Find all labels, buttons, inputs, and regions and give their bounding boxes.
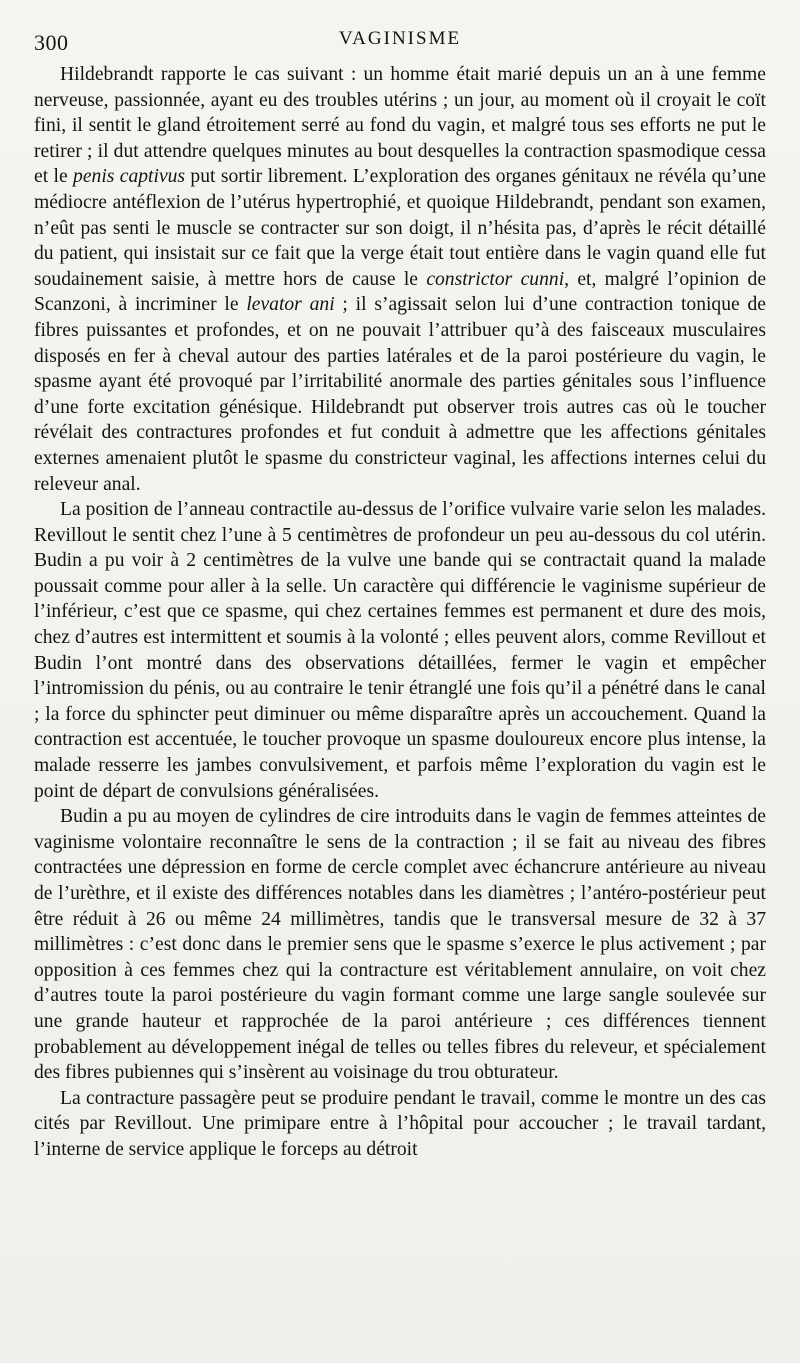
paragraph-4	[34, 1086, 766, 1163]
paragraph-2	[34, 497, 766, 804]
text-segment: ; il s’agissait selon lui d’une contraction tonique de fibres puissantes et profondes, et on ne pouvait l’attribuer qu’à des faisceaux musculaires disposés en fer à cheval autour des parties latérales et de la paroi postérieure du vagin, le spasme ayant été provoqué par l’irritabilité anormale des parties génitales sous l’influence d’une forte excitation génésique. Hildebrandt put observer trois autres cas où le toucher révélait des contractures profondes et fut conduit à admettre que les affections génitales externes amenaient plutôt le spasme du constricteur vaginal, les affections internes celui du releveur anal.	[34, 294, 766, 495]
text-segment: Budin a pu au moyen de cylindres de cire introduits dans le vagin de femmes atteintes de vaginisme volontaire reconnaître le sens de la contraction ; il se fait au niveau des fibres contractées une dépression en forme de cercle complet avec échancrure antérieure au niveau de l’urèthre, et il existe des différences notables dans les diamètres ; l’antéro-postérieur peut être réduit à 26 ou même 24 millimètres, tandis que le transversal mesure de 32 à 37 millimètres : c’est donc dans le premier sens que le spasme s’exerce le plus activement ; par opposition à ces femmes chez qui la contracture est véritablement annulaire, on voit chez d’autres toute la paroi postérieure du vagin formant comme une large sangle soulevée sur une grande hauteur et rapprochée de la paroi antérieure ; ces différences tiennent probablement au développement inégal de telles ou telles fibres du releveur, et spécialement des fibres pubiennes qui s’insèrent au voisinage du trou obturateur.	[34, 806, 766, 1084]
paragraph-3	[34, 804, 766, 1086]
body-text	[34, 62, 766, 1163]
paragraph-1	[34, 62, 766, 497]
text-segment: , et, malgré l’opinion de Scanzoni, à incriminer le	[34, 268, 767, 316]
italic-term-levator-ani: levator ani	[246, 294, 335, 316]
page-header	[34, 22, 766, 62]
italic-term-penis-captivus: penis captivus	[73, 166, 186, 188]
text-segment: La contracture passagère peut se produire pendant le travail, comme le montre un des cas cités par Revillout. Une primipare entre à l’hôpital pour accoucher ; le travail tardant, l’interne de service applique le forceps au détroit	[34, 1087, 766, 1160]
text-segment: put sortir librement. L’exploration des organes génitaux ne révéla qu’une médiocre antéflexion de l’utérus hypertrophié, et quoique Hildebrandt, pendant son examen, n’eût pas senti le muscle se contracter sur son doigt, il n’hésita pas, d’après le récit détaillé du patient, qui insistait sur ce fait que la verge était tout entière dans le vagin quand elle fut soudainement saisie, à mettre hors de cause le	[34, 166, 767, 290]
text-segment: La position de l’anneau contractile au-dessus de l’orifice vulvaire varie selon les malades. Revillout le sentit chez l’une à 5 centimètres de profondeur un peu au-dessous du col utérin. Budin a pu voir à 2 centimètres de la vulve une bande qui se contractait quand la malade poussait comme pour aller à la selle. Un caractère qui différencie le vaginisme supérieur de l’inférieur, c’est que ce spasme, qui chez certaines femmes est permanent et dure des mois, chez d’autres est intermittent et soumis à la volonté ; elles peuvent alors, comme Revillout et Budin l’ont montré dans des observations détaillées, fermer le vagin et empêcher l’intromission du pénis, ou au contraire le tenir étranglé une fois qu’il a pénétré dans le canal ; la force du sphincter peut diminuer ou même disparaître après un accouchement. Quand la contraction est accentuée, le toucher provoque un spasme douloureux encore plus intense, la malade resserre les jambes convulsivement, et parfois même l’exploration du vagin est le point de départ de convulsions généralisées.	[34, 499, 766, 802]
page-number: 300	[34, 30, 69, 55]
italic-term-constrictor-cunni: constrictor cunni	[426, 268, 565, 290]
running-title: VAGINISME	[338, 28, 462, 49]
text-segment: Hildebrandt rapporte le cas suivant : un homme était marié depuis un an à une femme nerveuse, passionnée, ayant eu des troubles utérins ; un jour, au moment où il croyait le coït fini, il sentit le gland étroitement serré au fond du vagin, et malgré tous ses efforts ne put le retirer ; il dut attendre quelques minutes au bout desquelles la contraction spasmodique cessa et le	[34, 64, 766, 188]
